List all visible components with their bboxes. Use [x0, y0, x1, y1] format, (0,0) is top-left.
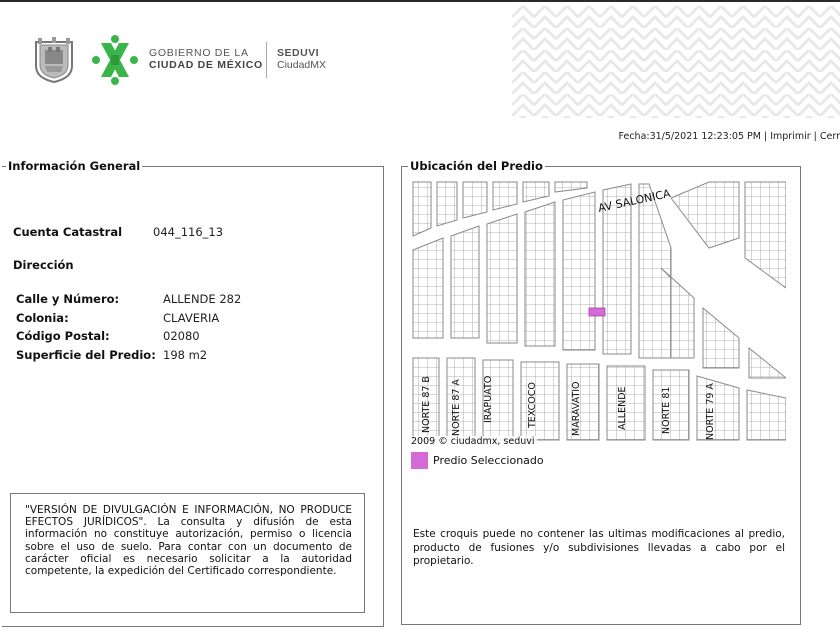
coat-of-arms-icon — [33, 36, 75, 84]
street-label: IRAPUATO — [483, 375, 494, 423]
cuenta-catastral-label: Cuenta Catastral — [13, 225, 123, 239]
top-border-line — [0, 0, 840, 2]
date-text: Fecha:31/5/2021 12:23:05 PM — [618, 131, 761, 142]
direccion-label: Dirección — [13, 258, 74, 272]
street-label: NORTE 81 — [661, 386, 672, 434]
street-label: NORTE 87 B — [421, 376, 432, 433]
street-label: NORTE 87 A — [451, 379, 462, 436]
agency-line-2: CiudadMX — [277, 59, 327, 71]
calle-label: Calle y Número: — [16, 292, 120, 306]
page-meta — [619, 131, 840, 142]
separator: | — [810, 131, 820, 142]
agency-line-1: SEDUVI — [277, 47, 320, 59]
cdmx-logo-icon — [91, 33, 139, 87]
government-name — [149, 47, 263, 71]
cuenta-catastral-value: 044_116_13 — [153, 225, 224, 239]
legal-disclaimer: "VERSIÓN DE DIVULGACIÓN E INFORMACIÓN, NO PRODUCE EFECTOS JURÍDICOS". La consulta y difusión de esta información no constituye autorización, permiso o licencia sobre el uso de suelo. Para contar con un documento de carácter oficial es necesario solicitar a la autoridad competente, la expedición del Certificado correspondiente. — [10, 493, 365, 613]
superficie-label: Superficie del Predio: — [16, 348, 156, 362]
superficie-value: 198 m2 — [163, 348, 208, 362]
decorative-pattern — [512, 6, 840, 118]
separator: | — [760, 131, 771, 142]
map-drawing — [409, 178, 786, 448]
codigo-postal-value: 02080 — [163, 329, 200, 343]
colonia-value: CLAVERIA — [163, 311, 220, 325]
selected-parcel-label: Predio Seleccionado — [433, 454, 544, 467]
close-link[interactable]: Cerr — [819, 131, 840, 142]
avenue-label: AV SALONICA — [596, 186, 672, 215]
street-label: ALLENDE — [617, 386, 628, 430]
print-link[interactable]: Imprimir — [770, 131, 811, 142]
selected-parcel-swatch — [411, 452, 428, 469]
calle-value: ALLENDE 282 — [163, 292, 242, 306]
map-disclaimer: Este croquis puede no contener las ultimas modificaciones al predio, producto de fusiones y/o subdivisiones llevadas a cabo por el propietario. — [413, 528, 785, 567]
header-divider — [266, 42, 267, 78]
parcel-map[interactable] — [409, 178, 786, 448]
street-label: NORTE 79 A — [705, 383, 716, 440]
map-credit: 2009 © ciudadmx, seduvi — [411, 436, 535, 447]
gov-line-1: GOBIERNO DE LA — [149, 47, 249, 59]
gov-line-2: CIUDAD DE MÉXICO — [149, 59, 263, 71]
general-info-title: Información General — [8, 159, 141, 173]
codigo-postal-label: Código Postal: — [16, 329, 110, 343]
location-title: Ubicación del Predio — [410, 159, 543, 173]
agency-name — [277, 47, 326, 71]
street-label: TEXCOCO — [527, 382, 538, 428]
colonia-label: Colonia: — [16, 311, 69, 325]
street-label: MARAVATIO — [571, 381, 582, 436]
